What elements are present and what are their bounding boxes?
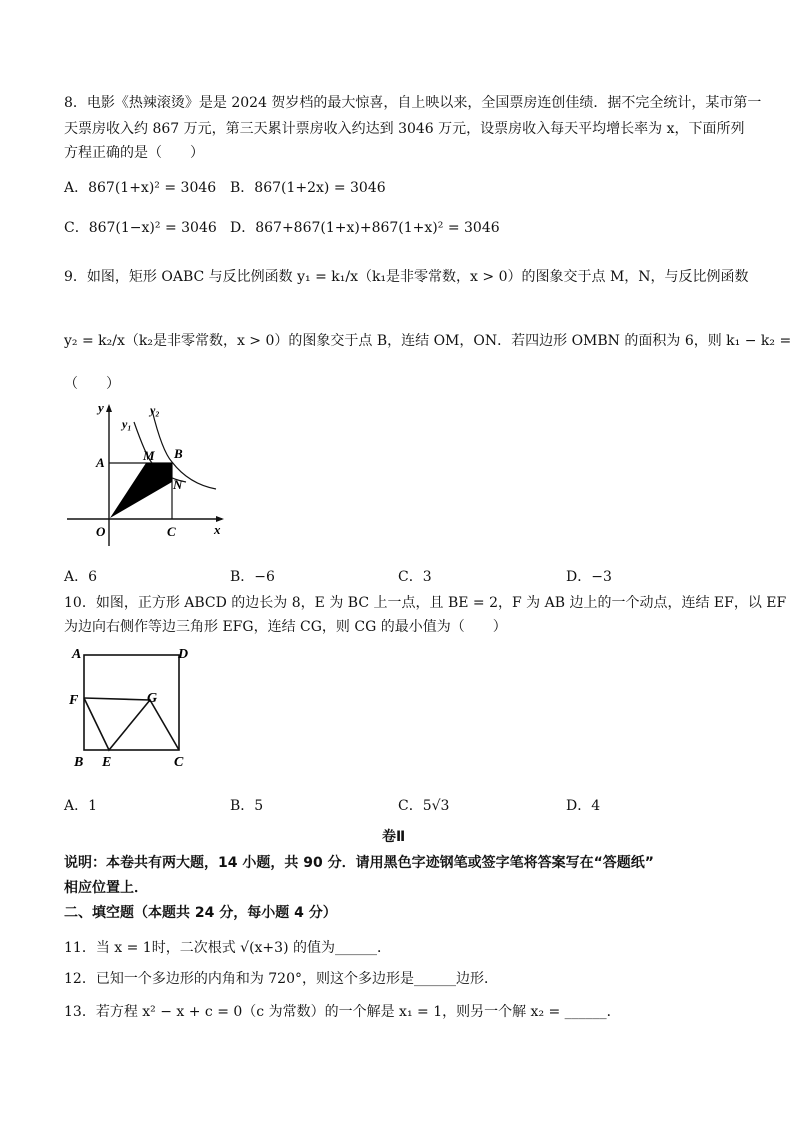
q9-line1: 9．如图，矩形 OABC 与反比例函数 y₁ = k₁/x（k₁是非零常数，x > 0）的图象交于点 M，N，与反比例函数 (64, 269, 749, 285)
section-note-line1: 说明：本卷共有两大题，14 小题，共 90 分．请用黑色字迹钢笔或签字笔将答案写在“答题纸” (64, 855, 654, 871)
label-b: B (174, 446, 183, 461)
q9-option-b: B．−6 (230, 569, 275, 585)
q8-line3: 方程正确的是（ ） (64, 145, 204, 161)
label-m: M (143, 448, 155, 463)
q10-figure (64, 640, 204, 775)
label-d: D (178, 647, 189, 662)
q8-option-c: C．867(1−x)² = 3046 (64, 220, 217, 236)
label-b: B (74, 755, 84, 770)
label-n: N (173, 477, 183, 492)
q10-line1: 10．如图，正方形 ABCD 的边长为 8，E 为 BC 上一点，且 BE = 2，F 为 AB 边上的一个动点，连结 EF，以 EF (64, 595, 787, 611)
q9-line2: y₂ = k₂/x（k₂是非零常数，x > 0）的图象交于点 B，连结 OM，ON．若四边形 OMBN 的面积为 6，则 k₁ − k₂ = (64, 333, 792, 349)
q8-option-d: D．867+867(1+x)+867(1+x)² = 3046 (230, 220, 500, 236)
label-a: A (72, 647, 82, 662)
q10-option-c: C．5√3 (398, 798, 450, 814)
label-o: O (96, 524, 106, 539)
label-e: E (102, 755, 112, 770)
q10-option-d: D．4 (566, 798, 601, 814)
label-c: C (174, 755, 184, 770)
section-title: 卷Ⅱ (382, 829, 406, 845)
label-y: y (98, 400, 104, 415)
q13-text: 13．若方程 x² − x + c = 0（c 为常数）的一个解是 x₁ = 1，则另一个解 x₂ = ______． (64, 1004, 621, 1020)
q9-option-c: C．3 (398, 569, 432, 585)
label-c: C (167, 524, 176, 539)
q10-option-b: B．5 (230, 798, 264, 814)
q10-line2: 为边向右侧作等边三角形 EFG，连结 CG，则 CG 的最小值为（ ） (64, 619, 507, 635)
label-g: G (147, 691, 158, 706)
q9-option-a: A．6 (64, 569, 98, 585)
q8-line2: 天票房收入约 867 万元，第三天累计票房收入约达到 3046 万元，设票房收入每天平均增长率为 x，下面所列 (64, 121, 745, 137)
q11-text: 11．当 x = 1时，二次根式 √(x+3) 的值为______． (64, 940, 391, 956)
label-x: x (214, 522, 221, 537)
q12-text: 12．已知一个多边形的内角和为 720°，则这个多边形是______边形． (64, 971, 498, 987)
q9-line3: （ ） (64, 376, 120, 392)
q9-option-d: D．−3 (566, 569, 612, 585)
label-f: F (69, 693, 79, 708)
label-y2: y₂ (150, 403, 160, 417)
label-y1: y₁ (122, 417, 132, 431)
q8-option-b: B．867(1+2x) = 3046 (230, 180, 386, 196)
section-note-line2: 相应位置上． (64, 880, 148, 896)
q8-line1: 8．电影《热辣滚烫》是是 2024 贺岁档的最大惊喜，自上映以来，全国票房连创佳绩．据不完全统计，某市第一 (64, 95, 762, 111)
q8-option-a: A．867(1+x)² = 3046 (64, 180, 217, 196)
q9-figure (64, 396, 234, 558)
q10-option-a: A．1 (64, 798, 98, 814)
part2-heading: 二、填空题（本题共 24 分，每小题 4 分） (64, 905, 337, 921)
label-a: A (96, 455, 105, 470)
